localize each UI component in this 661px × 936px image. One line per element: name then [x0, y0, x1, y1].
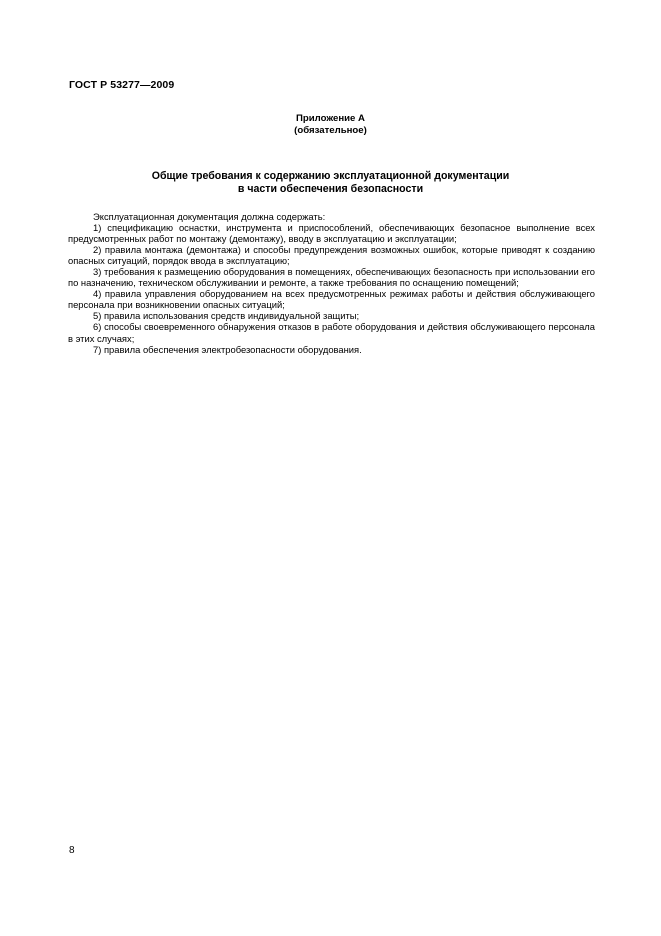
section-title	[0, 170, 661, 195]
appendix-status: (обязательное)	[294, 124, 367, 136]
section-title-line-1: Общие требования к содержанию эксплуатационной документации	[151, 170, 510, 182]
list-item: 2) правила монтажа (демонтажа) и способы предупреждения возможных ошибок, которые приводят к созданию опасных ситуаций, порядок ввода в эксплуатацию;	[68, 244, 595, 267]
standard-code-header: ГОСТ Р 53277—2009	[69, 79, 175, 91]
list-item: 3) требования к размещению оборудования в помещениях, обеспечивающих безопасность при использовании его по назначению, техническом обслуживании и ремонте, а также требования по оснащению помещений;	[68, 266, 595, 289]
appendix-label: Приложение А	[296, 113, 365, 124]
list-item: 6) способы своевременного обнаружения отказов в работе оборудования и действия обслуживающего персонала в этих случаях;	[68, 321, 595, 344]
section-title-line-2: в части обеспечения безопасности	[237, 182, 424, 195]
list-item: 7) правила обеспечения электробезопасности оборудования.	[93, 343, 362, 355]
list-item: 5) правила использования средств индивидуальной защиты;	[93, 310, 360, 322]
list-item: 4) правила управления оборудованием на всех предусмотренных режимах работы и действия обслуживающего персонала при возникновении опасных ситуаций;	[68, 288, 595, 311]
intro-paragraph: Эксплуатационная документация должна содержать:	[93, 211, 326, 222]
list-item: 1) спецификацию оснастки, инструмента и приспособлений, обеспечивающих безопасное выполнение всех предусмотренных работ по монтажу (демонтажу), вводу в эксплуатацию и эксплуатации;	[68, 222, 595, 245]
appendix-heading	[0, 113, 661, 136]
document-body	[68, 211, 595, 355]
page-number: 8	[69, 845, 75, 856]
